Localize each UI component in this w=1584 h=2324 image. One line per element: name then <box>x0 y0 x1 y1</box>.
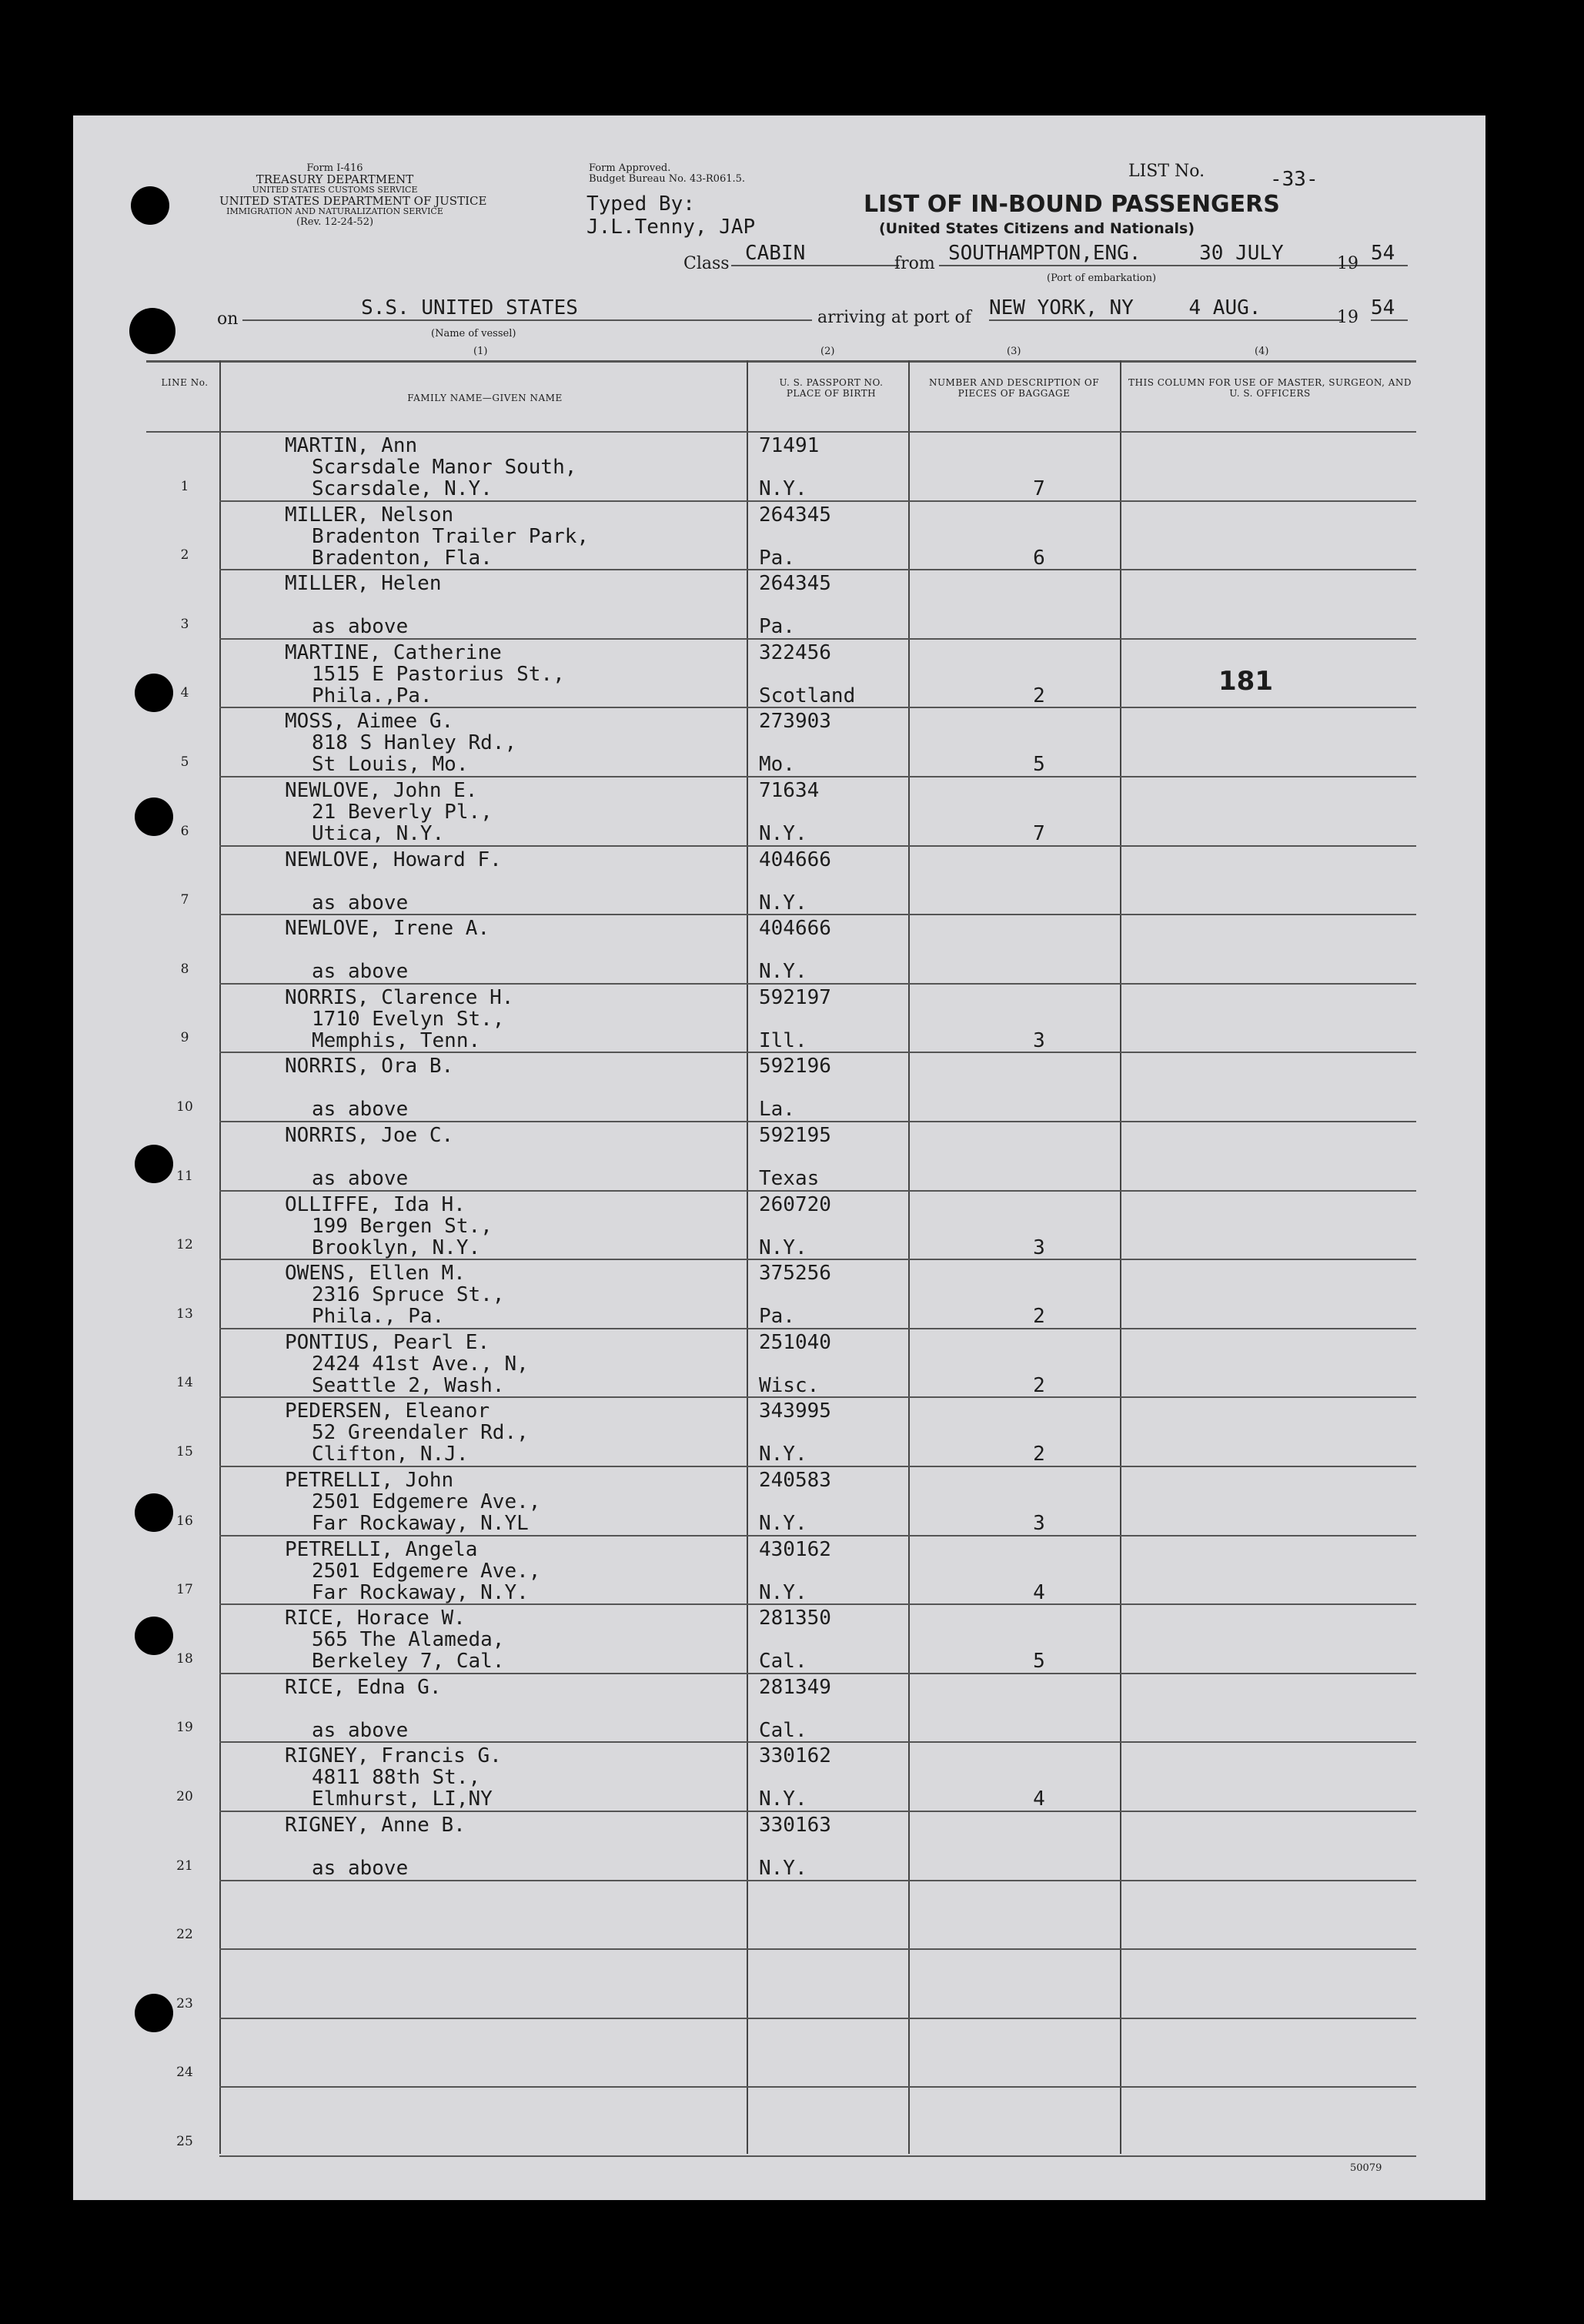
baggage-count: 7 <box>1033 822 1045 845</box>
passport-number: 273903 <box>759 710 831 734</box>
vessel-name <box>242 296 812 321</box>
address-line-2: as above <box>312 1857 409 1880</box>
passport-number: 343995 <box>759 1399 831 1423</box>
line-number: 1 <box>180 478 189 494</box>
passport-number: 375256 <box>759 1262 831 1286</box>
line-number: 8 <box>180 961 189 977</box>
header-baggage: NUMBER AND DESCRIPTION OF PIECES OF BAGGAGE <box>928 377 1100 399</box>
passenger-name: OLLIFFE, Ida H. <box>285 1192 466 1216</box>
passenger-name: PETRELLI, John <box>285 1469 454 1492</box>
address-line-2: Far Rockaway, N.YL <box>312 1512 529 1535</box>
line-number: 2 <box>180 547 189 563</box>
passport-number: 251040 <box>759 1330 831 1354</box>
embark-year: 54 <box>1371 242 1408 266</box>
baggage-count: 6 <box>1033 546 1045 570</box>
form-number: Form I-416 <box>306 162 363 174</box>
table-row <box>146 2088 1416 2157</box>
line-number: 24 <box>176 2065 193 2081</box>
address-line-1: 1515 E Pastorius St., <box>312 662 565 686</box>
address-line-2: Phila.,Pa. <box>312 684 433 707</box>
baggage-count: 7 <box>1033 477 1045 500</box>
place-of-birth: N.Y. <box>759 1236 807 1259</box>
table-row <box>146 1881 1416 1951</box>
table-row <box>146 2019 1416 2088</box>
passport-number: 592196 <box>759 1055 831 1078</box>
class-text: CABIN <box>745 242 806 265</box>
table-top-border <box>146 360 1416 363</box>
address-line-2: Berkeley 7, Cal. <box>312 1650 505 1674</box>
place-of-birth: La. <box>759 1098 795 1122</box>
passenger-name: RIGNEY, Anne B. <box>285 1814 466 1837</box>
table-row <box>146 708 1416 777</box>
vessel-text: S.S. UNITED STATES <box>361 296 578 319</box>
class-label: Class <box>683 254 730 273</box>
table-row <box>146 570 1416 640</box>
from-port-text: SOUTHAMPTON,ENG. <box>948 242 1141 265</box>
place-of-birth: N.Y. <box>759 891 807 915</box>
address-line-1: Bradenton Trailer Park, <box>312 524 590 548</box>
baggage-count: 3 <box>1033 1028 1045 1052</box>
line-number: 13 <box>176 1306 193 1322</box>
from-label: from <box>894 254 935 273</box>
address-line-2: St Louis, Mo. <box>312 753 469 777</box>
passport-number: 592195 <box>759 1124 831 1147</box>
passport-number: 404666 <box>759 917 831 941</box>
address-line-1: 2501 Edgemere Ave., <box>312 1490 541 1513</box>
address-line-1: Scarsdale Manor South, <box>312 456 577 479</box>
passenger-name: NORRIS, Joe C. <box>285 1124 454 1147</box>
passport-number: 281349 <box>759 1675 831 1699</box>
passport-number: 264345 <box>759 572 831 596</box>
line-number: 18 <box>176 1650 193 1667</box>
table-row <box>146 1122 1416 1192</box>
passport-number: 322456 <box>759 640 831 664</box>
footer-code: 50079 <box>1350 2162 1382 2174</box>
typed-by-label: Typed By: <box>586 192 695 216</box>
baggage-count: 4 <box>1033 1580 1045 1604</box>
passport-number: 71491 <box>759 434 820 457</box>
line-number: 4 <box>180 685 189 701</box>
officer-note: 181 <box>1218 666 1273 697</box>
address-line-2: Brooklyn, N.Y. <box>312 1236 481 1259</box>
passport-number: 260720 <box>759 1192 831 1216</box>
address-line-2: as above <box>312 1098 409 1122</box>
line-number: 11 <box>176 1168 193 1184</box>
address-line-2: Utica, N.Y. <box>312 822 445 845</box>
place-of-birth: N.Y. <box>759 822 807 845</box>
form-agency-block <box>219 162 487 228</box>
vessel-caption: (Name of vessel) <box>431 328 516 339</box>
baggage-count: 2 <box>1033 1305 1045 1329</box>
col1-number: (1) <box>473 346 488 357</box>
baggage-count: 5 <box>1033 1650 1045 1674</box>
address-line-2: Seattle 2, Wash. <box>312 1373 505 1397</box>
budget-number: Budget Bureau No. 43-R061.5. <box>589 173 746 185</box>
passport-number: 281350 <box>759 1607 831 1630</box>
row-divider <box>219 2155 1416 2157</box>
address-line-1: 21 Beverly Pl., <box>312 801 493 824</box>
treasury-label: TREASURY DEPARTMENT <box>256 172 414 186</box>
document-subtitle: (United States Citizens and Nationals) <box>879 220 1195 237</box>
passenger-name: PEDERSEN, Eleanor <box>285 1399 490 1423</box>
line-number: 17 <box>176 1582 193 1598</box>
passenger-name: MILLER, Nelson <box>285 503 454 527</box>
line-number: 12 <box>176 1237 193 1253</box>
table-row <box>146 1537 1416 1606</box>
passenger-name: MARTIN, Ann <box>285 434 418 457</box>
class-value <box>731 242 899 266</box>
arrival-port-text: NEW YORK, NY <box>989 296 1134 319</box>
baggage-count: 2 <box>1033 1373 1045 1397</box>
passenger-name: NEWLOVE, John E. <box>285 779 478 802</box>
place-of-birth: Wisc. <box>759 1373 820 1397</box>
place-of-birth: Pa. <box>759 615 795 639</box>
address-line-1: 818 S Hanley Rd., <box>312 731 517 755</box>
line-number: 25 <box>176 2133 193 2149</box>
address-line-2: as above <box>312 615 409 639</box>
place-of-birth: N.Y. <box>759 1857 807 1880</box>
passenger-name: PONTIUS, Pearl E. <box>285 1330 490 1354</box>
address-line-2: Scarsdale, N.Y. <box>312 477 493 500</box>
passport-number: 240583 <box>759 1469 831 1492</box>
arrival-port <box>989 296 1343 321</box>
col4-number: (4) <box>1255 346 1269 357</box>
on-label: on <box>217 309 239 329</box>
passenger-name: NORRIS, Ora B. <box>285 1055 454 1078</box>
passenger-name: OWENS, Ellen M. <box>285 1262 466 1286</box>
address-line-1: 2424 41st Ave., N, <box>312 1352 529 1376</box>
baggage-count: 2 <box>1033 684 1045 707</box>
line-number: 9 <box>180 1030 189 1046</box>
place-of-birth: Ill. <box>759 1028 807 1052</box>
place-of-birth: Pa. <box>759 546 795 570</box>
address-line-1: 2501 Edgemere Ave., <box>312 1559 541 1583</box>
passport-number: 430162 <box>759 1537 831 1561</box>
table-row <box>146 1192 1416 1261</box>
table-row <box>146 1950 1416 2019</box>
arrival-year-prefix: 19 <box>1337 308 1358 327</box>
document-title: LIST OF IN-BOUND PASSENGERS <box>864 191 1280 218</box>
place-of-birth: Cal. <box>759 1650 807 1674</box>
header-name: FAMILY NAME—GIVEN NAME <box>407 393 563 403</box>
address-line-1: 1710 Evelyn St., <box>312 1007 505 1031</box>
line-number: 15 <box>176 1443 193 1460</box>
baggage-count: 4 <box>1033 1787 1045 1811</box>
arrival-year: 54 <box>1371 296 1408 321</box>
table-row <box>146 985 1416 1054</box>
port-embark-caption: (Port of embarkation) <box>1047 273 1157 284</box>
line-number: 20 <box>176 1788 193 1804</box>
col3-number: (3) <box>1007 346 1021 357</box>
passenger-name: RICE, Horace W. <box>285 1607 466 1630</box>
passenger-name: MOSS, Aimee G. <box>285 710 454 734</box>
table-row <box>146 1053 1416 1122</box>
line-number: 21 <box>176 1858 193 1874</box>
address-line-2: Phila., Pa. <box>312 1305 445 1329</box>
address-line-2: Clifton, N.J. <box>312 1443 469 1466</box>
embark-year-prefix: 19 <box>1337 254 1358 273</box>
justice-label: UNITED STATES DEPARTMENT OF JUSTICE <box>219 194 487 208</box>
place-of-birth: N.Y. <box>759 477 807 500</box>
place-of-birth: N.Y. <box>759 960 807 984</box>
address-line-2: Far Rockaway, N.Y. <box>312 1580 529 1604</box>
passenger-name: NEWLOVE, Howard F. <box>285 848 502 871</box>
line-number: 22 <box>176 1927 193 1943</box>
passenger-name: RIGNEY, Francis G. <box>285 1744 502 1768</box>
place-of-birth: Scotland <box>759 684 856 707</box>
place-of-birth: N.Y. <box>759 1512 807 1535</box>
place-of-birth: Texas <box>759 1167 820 1190</box>
address-line-1: 199 Bergen St., <box>312 1214 493 1238</box>
address-line-2: Elmhurst, LI,NY <box>312 1787 493 1811</box>
address-line-1: 2316 Spruce St., <box>312 1283 505 1307</box>
col2-number: (2) <box>820 346 835 357</box>
customs-label: UNITED STATES CUSTOMS SERVICE <box>252 185 418 195</box>
header-passport: U. S. PASSPORT NO. PLACE OF BIRTH <box>779 377 884 399</box>
table-row <box>146 1605 1416 1674</box>
immigration-label: IMMIGRATION AND NATURALIZATION SERVICE <box>226 206 443 216</box>
address-line-2: Memphis, Tenn. <box>312 1028 481 1052</box>
list-number: -33- <box>1270 168 1318 191</box>
line-number: 5 <box>180 754 189 770</box>
table-row <box>146 433 1416 502</box>
table-row <box>146 1674 1416 1744</box>
address-line-1: 565 The Alameda, <box>312 1628 505 1652</box>
address-line-2: as above <box>312 891 409 915</box>
passenger-name: MILLER, Helen <box>285 572 442 596</box>
address-line-2: as above <box>312 1167 409 1190</box>
table-row <box>146 1743 1416 1812</box>
baggage-count: 3 <box>1033 1236 1045 1259</box>
header-line-no: LINE No. <box>161 377 209 388</box>
passport-number: 592197 <box>759 985 831 1009</box>
passenger-name: RICE, Edna G. <box>285 1675 442 1699</box>
line-number: 7 <box>180 892 189 908</box>
passenger-name: NEWLOVE, Irene A. <box>285 917 490 941</box>
embark-date: 30 JULY <box>1199 242 1284 265</box>
binder-hole <box>131 186 169 225</box>
arriving-label: arriving at port of <box>817 308 971 327</box>
passport-number: 330162 <box>759 1744 831 1768</box>
passenger-table <box>146 360 1416 2154</box>
list-no-label: LIST No. <box>1128 162 1205 181</box>
address-line-2: Bradenton, Fla. <box>312 546 493 570</box>
address-line-1: 52 Greendaler Rd., <box>312 1421 529 1445</box>
passport-number: 404666 <box>759 848 831 871</box>
baggage-count: 3 <box>1033 1512 1045 1535</box>
passenger-name: PETRELLI, Angela <box>285 1537 478 1561</box>
line-number: 23 <box>176 1995 193 2011</box>
passport-number: 71634 <box>759 779 820 802</box>
place-of-birth: N.Y. <box>759 1443 807 1466</box>
passenger-name: NORRIS, Clarence H. <box>285 985 514 1009</box>
revision-label: (Rev. 12-24-52) <box>296 216 374 228</box>
table-row <box>146 777 1416 847</box>
form-approval <box>589 163 745 185</box>
table-row <box>146 502 1416 571</box>
place-of-birth: N.Y. <box>759 1787 807 1811</box>
baggage-count: 2 <box>1033 1443 1045 1466</box>
binder-hole <box>129 308 175 354</box>
header-officers: THIS COLUMN FOR USE OF MASTER, SURGEON, AND U. S. OFFICERS <box>1128 377 1412 399</box>
line-number: 6 <box>180 823 189 839</box>
form-approved: Form Approved. <box>589 162 671 174</box>
passport-number: 264345 <box>759 503 831 527</box>
place-of-birth: Mo. <box>759 753 795 777</box>
address-line-2: as above <box>312 960 409 984</box>
line-number: 16 <box>176 1513 193 1529</box>
table-row <box>146 1812 1416 1881</box>
address-line-2: as above <box>312 1718 409 1742</box>
from-port <box>939 242 1391 266</box>
typed-by-value: J.L.Tenny, JAP <box>586 216 756 239</box>
line-number: 10 <box>176 1098 193 1115</box>
line-number: 3 <box>180 616 189 632</box>
table-row <box>146 1467 1416 1537</box>
table-row <box>146 1260 1416 1329</box>
baggage-count: 5 <box>1033 753 1045 777</box>
table-row <box>146 915 1416 985</box>
arrival-date: 4 AUG. <box>1188 296 1262 319</box>
table-row <box>146 847 1416 916</box>
line-number: 19 <box>176 1720 193 1736</box>
table-row <box>146 1329 1416 1399</box>
passenger-name: MARTINE, Catherine <box>285 640 502 664</box>
place-of-birth: Pa. <box>759 1305 795 1329</box>
table-row <box>146 1398 1416 1467</box>
address-line-1: 4811 88th St., <box>312 1766 481 1790</box>
place-of-birth: N.Y. <box>759 1580 807 1604</box>
passport-number: 330163 <box>759 1814 831 1837</box>
place-of-birth: Cal. <box>759 1718 807 1742</box>
line-number: 14 <box>176 1375 193 1391</box>
